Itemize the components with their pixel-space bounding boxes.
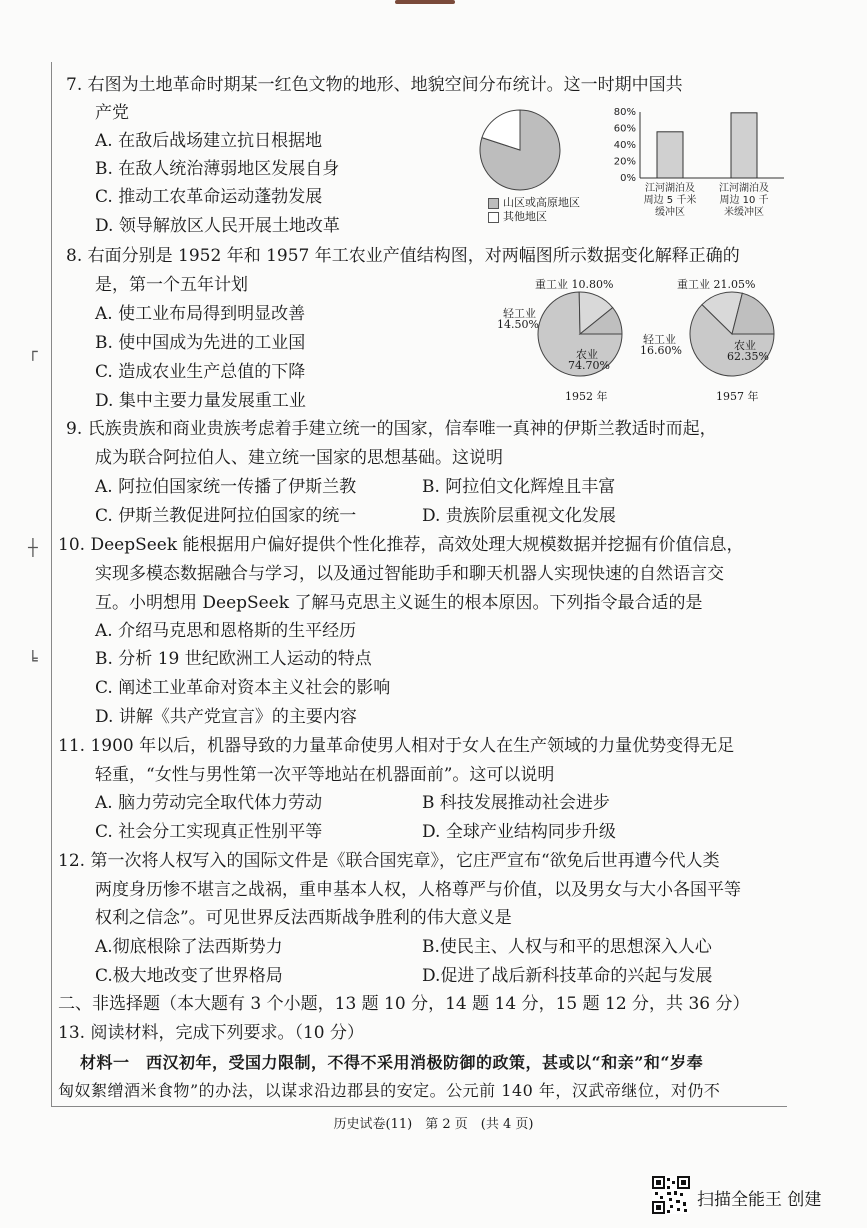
q8-pie-1957	[688, 290, 776, 378]
page-footer: 历史试卷(11) 第 2 页 (共 4 页)	[333, 1117, 534, 1132]
q12-option-a: A.彻底根除了法西斯势力	[95, 937, 283, 957]
q7-stem-line1: 7. 右图为土地革命时期某一红色文物的地形、地貌空间分布统计。这一时期中国共	[66, 75, 683, 95]
q10-stem-line1: 10. DeepSeek 能根据用户偏好提供个性化推荐，高效处理大规模数据并挖掘有价值信息，	[58, 535, 744, 555]
q12-option-d: D.促进了战后新科技革命的兴起与发展	[422, 966, 713, 986]
q8-1957-year: 1957 年	[716, 390, 759, 403]
q9-option-d: D. 贵族阶层重视文化发展	[422, 506, 616, 526]
q7-option-b: B. 在敌人统治薄弱地区发展自身	[95, 159, 340, 179]
q11-stem-line2: 轻重，“女性与男性第一次平等地站在机器面前”。这可以说明	[95, 765, 555, 785]
section-heading: 二、非选择题（本大题有 3 个小题，13 题 10 分，14 题 14 分，15 题 12 分，共 36 分）	[58, 994, 750, 1014]
q8-1957-agri-label: 农业	[734, 339, 756, 352]
q8-1957-light-value: 16.60%	[640, 344, 682, 357]
q8-stem-line1: 8. 右面分别是 1952 年和 1957 年工农业产值结构图，对两幅图所示数据变化解释正确的	[66, 246, 740, 266]
y-tick-label: 0%	[620, 173, 636, 184]
q8-1952-heavy-label: 重工业 10.80%	[535, 278, 614, 291]
scanner-brand-label: 扫描全能王 创建	[697, 1190, 822, 1210]
q8-1952-light-value: 14.50%	[497, 318, 539, 331]
margin-mark: ╘	[28, 650, 38, 669]
bar	[657, 132, 683, 178]
q8-option-a: A. 使工业布局得到明显改善	[95, 304, 306, 324]
q9-stem-line2: 成为联合阿拉伯人、建立统一国家的思想基础。这说明	[95, 448, 503, 468]
x-tick-label: 米缓冲区	[724, 207, 764, 218]
q10-option-a: A. 介绍马克思和恩格斯的生平经历	[95, 621, 357, 641]
q7-option-d: D. 领导解放区人民开展土地改革	[95, 216, 340, 236]
q7-stem-line2: 产党	[95, 103, 129, 123]
q9-option-c: C. 伊斯兰教促进阿拉伯国家的统一	[95, 506, 357, 526]
bar	[731, 113, 757, 178]
q8-stem-line2: 是，第一个五年计划	[95, 275, 248, 295]
q11-option-d: D. 全球产业结构同步升级	[422, 822, 616, 842]
q10-stem-line2: 实现多模态数据融合与学习，以及通过智能助手和聊天机器人实现快速的自然语言交	[95, 564, 724, 584]
q10-stem-line3: 互。小明想用 DeepSeek 了解马克思主义诞生的根本原因。下列指令最合适的是	[95, 593, 703, 613]
q12-option-c: C.极大地改变了世界格局	[95, 966, 283, 986]
x-tick-label: 缓冲区	[655, 207, 685, 218]
x-tick-label: 周边 10 千	[719, 195, 769, 206]
q11-option-a: A. 脑力劳动完全取代体力劳动	[95, 793, 323, 813]
q7-bar-chart	[608, 106, 788, 224]
q8-1952-year: 1952 年	[565, 390, 608, 403]
material1-line1: 材料一 西汉初年，受国力限制，不得不采用消极防御的政策，甚或以“和亲”和“岁奉	[80, 1053, 704, 1072]
q12-stem-line3: 权利之信念”。可见世界反法西斯战争胜利的伟大意义是	[95, 908, 512, 928]
q9-stem-line1: 9. 氏族贵族和商业贵族考虑着手建立统一的国家，信奉唯一真神的伊斯兰教适时而起，	[66, 419, 717, 439]
q7-legend-other	[488, 208, 547, 224]
q8-option-c: C. 造成农业生产总值的下降	[95, 362, 306, 382]
legend-label: 其他地区	[503, 210, 547, 223]
q9-option-a: A. 阿拉伯国家统一传播了伊斯兰教	[95, 477, 357, 497]
q10-option-b: B. 分析 19 世纪欧洲工人运动的特点	[95, 649, 372, 669]
q13-stem: 13. 阅读材料，完成下列要求。（10 分）	[58, 1023, 364, 1043]
x-tick-label: 周边 5 千米	[643, 195, 697, 206]
x-tick-label: 江河湖泊及	[719, 183, 769, 194]
q7-option-a: A. 在敌后战场建立抗日根据地	[95, 131, 323, 151]
q8-1957-agri-value: 62.35%	[727, 350, 769, 363]
q8-1952-light-label: 轻工业	[503, 307, 536, 320]
legend-label: 山区或高原地区	[503, 196, 580, 209]
q8-1952-agri-value: 74.70%	[568, 359, 610, 372]
q11-stem-line1: 11. 1900 年以后，机器导致的力量革命使男人相对于女人在生产领域的力量优势变得无足	[58, 736, 735, 756]
margin-mark: ┼	[28, 538, 38, 557]
q12-option-b: B.使民主、人权与和平的思想深入人心	[422, 937, 712, 957]
x-tick-label: 江河湖泊及	[645, 183, 695, 194]
legend-swatch	[488, 212, 499, 223]
q11-option-b: B 科技发展推动社会进步	[422, 793, 610, 813]
q7-option-c: C. 推动工农革命运动蓬勃发展	[95, 187, 323, 207]
y-tick-label: 20%	[613, 156, 636, 168]
q7-pie-chart	[478, 108, 562, 192]
q11-option-c: C. 社会分工实现真正性别平等	[95, 822, 323, 842]
left-margin-line	[51, 62, 52, 1107]
q8-1957-heavy-label: 重工业 21.05%	[677, 278, 756, 291]
y-tick-label: 40%	[613, 140, 636, 151]
q8-1957-light-label: 轻工业	[643, 333, 676, 346]
legend-swatch	[488, 198, 499, 209]
q10-option-c: C. 阐述工业革命对资本主义社会的影响	[95, 678, 391, 698]
material1-line2: 匈奴絮缯酒米食物”的办法，以谋求沿边郡县的安定。公元前 140 年，汉武帝继位，对仍不	[58, 1081, 721, 1100]
qr-code-icon	[652, 1176, 690, 1214]
y-tick-label: 60%	[613, 123, 636, 135]
q8-option-b: B. 使中国成为先进的工业国	[95, 333, 306, 353]
q12-stem-line2: 两度身历惨不堪言之战祸，重申基本人权，人格尊严与价值，以及男女与大小各国平等	[95, 880, 741, 900]
top-binding-mark	[395, 0, 455, 4]
q12-stem-line1: 12. 第一次将人权写入的国际文件是《联合国宪章》，它庄严宣布“欲免后世再遭今代人类	[58, 851, 720, 871]
bottom-rule	[51, 1106, 787, 1107]
y-tick-label: 80%	[613, 107, 636, 118]
q8-1952-agri-label: 农业	[576, 348, 598, 361]
margin-mark: ┌	[28, 342, 38, 361]
q10-option-d: D. 讲解《共产党宣言》的主要内容	[95, 707, 357, 727]
q8-option-d: D. 集中主要力量发展重工业	[95, 391, 306, 411]
q9-option-b: B. 阿拉伯文化辉煌且丰富	[422, 477, 616, 497]
